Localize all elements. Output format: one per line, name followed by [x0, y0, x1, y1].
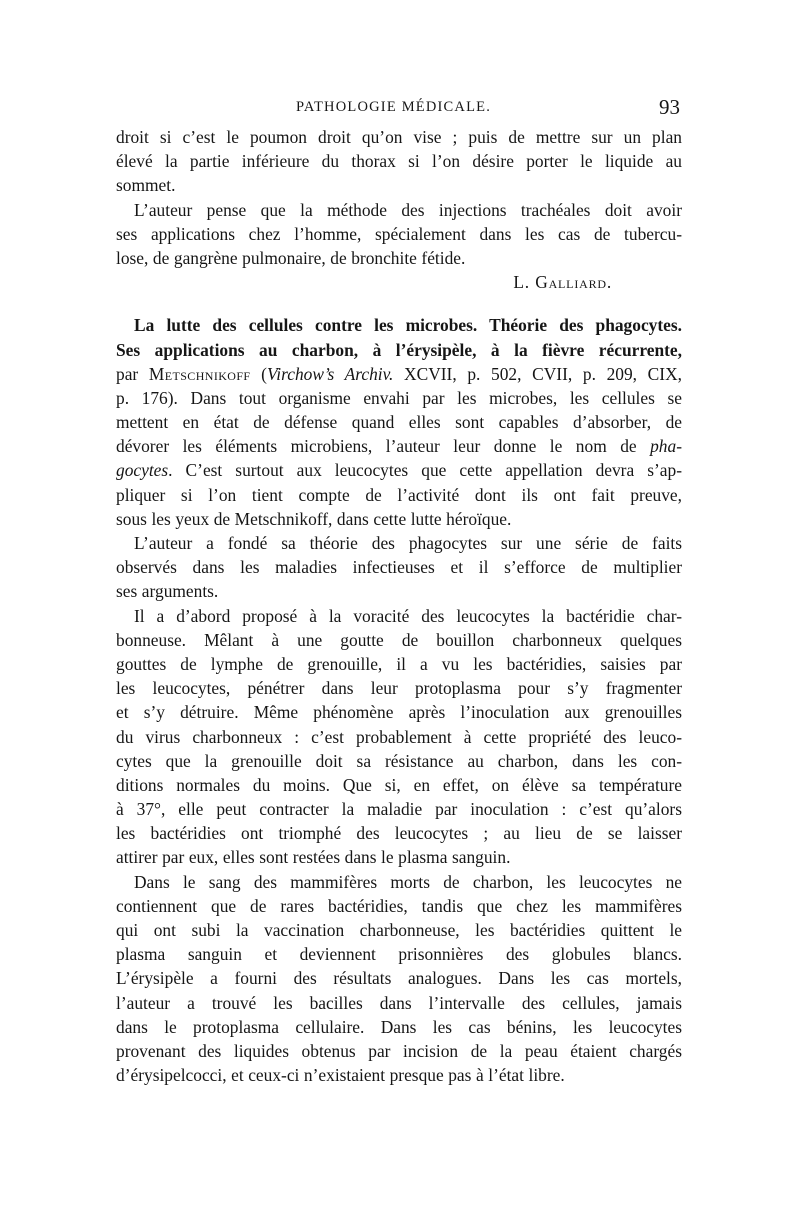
text-line: plasma sanguin et deviennent prisonnières des globules blancs. [116, 944, 682, 965]
text-line: sous les yeux de Metschnikoff, dans cette lutte héroïque. [116, 508, 512, 529]
text-line: L’auteur a fondé sa théorie des phagocytes sur une série de faits [134, 533, 682, 553]
text-line: Dans le sang des mammifères morts de charbon, les leucocytes ne [134, 871, 682, 892]
text-line: dans le protoplasma cellulaire. Dans les cas bénins, les leucocytes [116, 1016, 682, 1037]
text-fragment: . C’est surtout aux leucocytes que cette appellation devra s’ap- [168, 460, 682, 481]
text-line: à 37°, elle peut contracter la maladie par inoculation : c’est qu’alors [116, 799, 682, 820]
author-name: Metschnikoff [148, 363, 251, 384]
journal-name: Virchow’s Archiv. [266, 363, 394, 384]
text-line: cytes que la grenouille doit sa résistance au charbon, dans les con- [116, 750, 682, 771]
text-line: mettent en état de défense quand elles sont capables d’absorber, de [116, 412, 682, 433]
term-phagocytes: gocytes [116, 460, 169, 481]
text-line: L’érysipèle a fourni des résultats analogues. Dans les cas mortels, [116, 968, 682, 989]
article-title-line: Ses applications au charbon, à l’érysipèle, à la fièvre récurrente, [116, 339, 682, 360]
text-line [116, 458, 682, 482]
text-fragment: dévorer les éléments microbiens, l’auteur leur donne le nom de [116, 436, 637, 457]
page-header [116, 95, 682, 125]
text-line: contiennent que de rares bactéridies, tandis que chez les mammifères [116, 895, 682, 916]
text-line: provenant des liquides obtenus par incision de la peau étaient chargés [116, 1040, 682, 1061]
text-line: lose, de gangrène pulmonaire, de bronchite fétide. [116, 247, 466, 268]
text-line: p. 176). Dans tout organisme envahi par les microbes, les cellules se [116, 387, 682, 408]
text-line: attirer par eux, elles sont restées dans le plasma sanguin. [116, 847, 511, 868]
text-line: d’érysipelcocci, et ceux-ci n’existaient presque pas à l’état libre. [116, 1065, 565, 1086]
page-number: 93 [659, 95, 680, 119]
text-line: les bactéridies ont triomphé des leucocytes ; au lieu de se laisser [116, 823, 682, 844]
text-line: l’auteur a trouvé les bacilles dans l’intervalle des cellules, jamais [116, 992, 682, 1013]
article-phagocytes [116, 313, 682, 1087]
text-line: qui ont subi la vaccination charbonneuse, les bactéridies quittent le [116, 920, 682, 940]
term-phagocytes: pha- [650, 436, 682, 457]
book-page [116, 95, 682, 1087]
text-line: les leucocytes, pénétrer dans leur protoplasma pour s’y fragmenter [116, 678, 682, 699]
text-line: gouttes de lymphe de grenouille, il a vu les bactéridies, saisies par [116, 653, 682, 674]
text-line: ses applications chez l’homme, spécialement dans les cas de tubercu- [116, 223, 682, 244]
text-line: pliquer si l’on tient compte de l’activité dont ils ont fait preuve, [116, 484, 682, 505]
text-line [116, 434, 682, 458]
text-line: du virus charbonneux : c’est probablement à cette propriété des leuco- [116, 726, 682, 747]
previous-article-ending [116, 125, 682, 294]
text-line: ses arguments. [116, 581, 219, 602]
article-title-line: La lutte des cellules contre les microbes. Théorie des phagocytes. [134, 315, 682, 336]
text-line: Il a d’abord proposé à la voracité des leucocytes la bactéridie char- [134, 605, 682, 626]
text-line: droit si c’est le poumon droit qu’on vise ; puis de mettre sur un plan [116, 127, 682, 147]
article-separator [116, 294, 682, 313]
text-line: ditions normales du moins. Que si, en effet, on élève sa température [116, 774, 682, 795]
citation-reference: XCVII, p. 502, CVII, p. 209, CIX, [393, 363, 682, 384]
text-line: sommet. [116, 175, 176, 196]
text-line: élevé la partie inférieure du thorax si l’on désire porter le liquide au [116, 151, 682, 172]
citation-prefix: par [116, 363, 139, 384]
running-title: PATHOLOGIE MÉDICALE. [296, 99, 492, 115]
text-line: bonneuse. Mêlant à une goutte de bouillon charbonneux quelques [116, 629, 682, 650]
citation-paren: ( [250, 363, 267, 384]
author-signature: L. Galliard. [513, 272, 612, 293]
text-line: et s’y détruire. Même phénomène après l’inoculation aux grenouilles [116, 702, 682, 723]
citation-line [116, 362, 682, 386]
text-line: observés dans les maladies infectieuses et il s’efforce de multiplier [116, 557, 682, 578]
text-line: L’auteur pense que la méthode des injections trachéales doit avoir [134, 199, 682, 220]
